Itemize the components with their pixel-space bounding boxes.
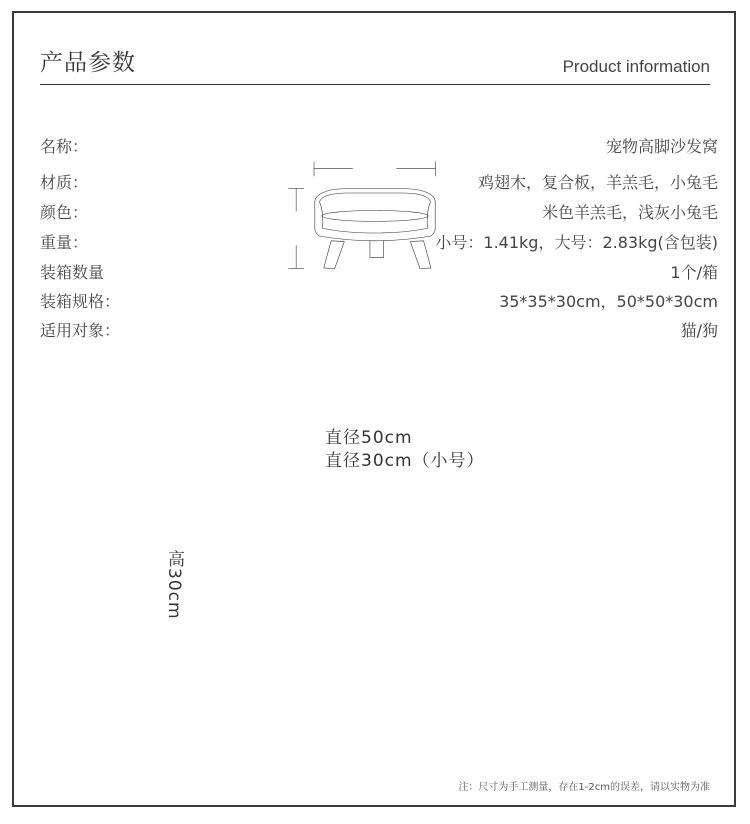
spec-label: 名称： (40, 137, 89, 156)
spec-label: 颜色： (40, 203, 89, 222)
sofa-dimension-diagram (0, 0, 750, 320)
section-subtitle: Product information (562, 57, 710, 76)
spec-value: 小号：1.41kg，大号：2.83kg(含包装) (435, 233, 718, 252)
sofa-leg-back (370, 241, 384, 258)
dimension-diameter-large: 直径50cm (325, 428, 413, 448)
spec-label: 适用对象： (40, 321, 121, 340)
sofa-leg-front-right (410, 241, 431, 269)
sofa-cushion-top (322, 210, 428, 221)
spec-label: 装箱规格： (40, 292, 121, 311)
spec-value: 35*35*30cm，50*50*30cm (499, 292, 718, 311)
spec-value: 猫/狗 (680, 321, 718, 340)
sofa-leg-front-left (324, 241, 345, 269)
section-title: 产品参数 (40, 50, 136, 76)
dimension-height: 高30cm (164, 550, 184, 620)
spec-label: 材质： (40, 173, 89, 192)
spec-label: 重量： (40, 233, 89, 252)
spec-value: 1个/箱 (670, 263, 718, 282)
sofa-inner-back (319, 193, 430, 202)
spec-value: 鸡翅木，复合板，羊羔毛，小兔毛 (477, 173, 718, 192)
spec-label: 装箱数量 (40, 263, 105, 282)
spec-value: 宠物高脚沙发窝 (605, 137, 718, 156)
spec-row-target (40, 318, 718, 344)
measurement-footnote: 注：尺寸为手工测量，存在1-2cm的误差，请以实物为准 (458, 782, 710, 793)
sofa-seat-front (323, 228, 428, 233)
dimension-diameter-small: 直径30cm（小号） (325, 451, 485, 471)
spec-value: 米色羊羔毛，浅灰小兔毛 (541, 203, 718, 222)
